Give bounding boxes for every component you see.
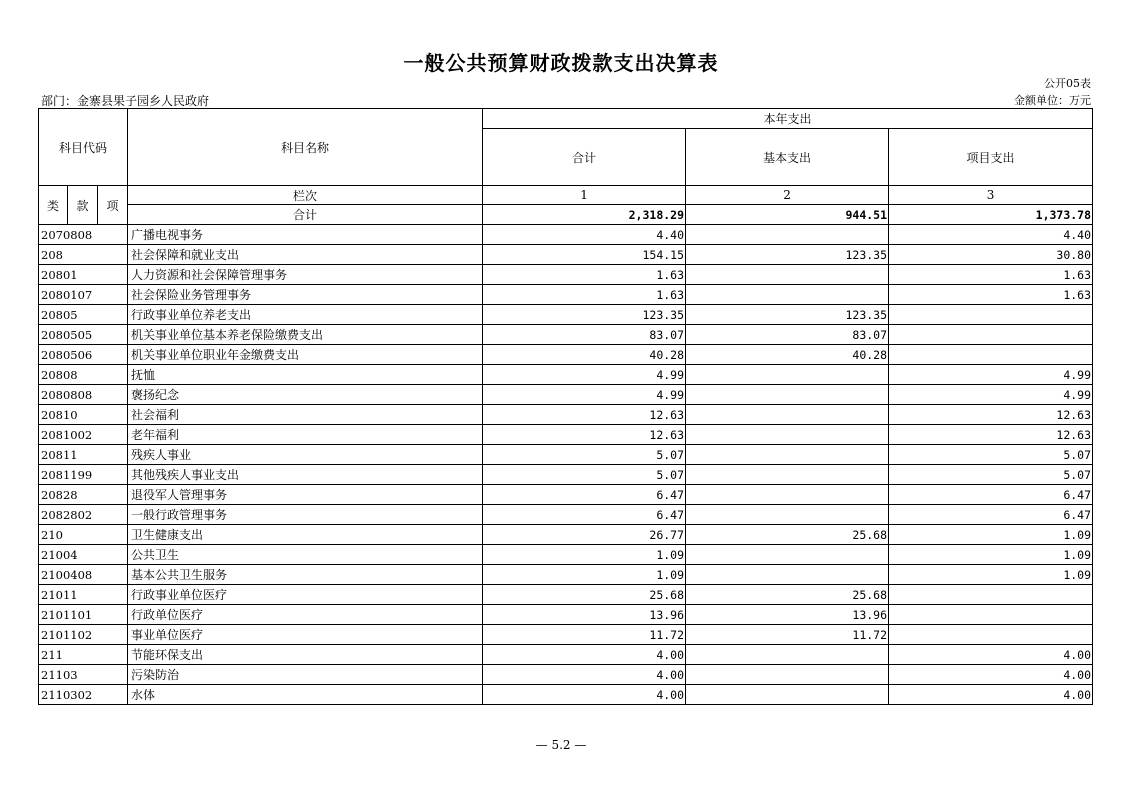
table-row bbox=[39, 405, 1093, 425]
table-row bbox=[39, 545, 1093, 565]
row-total: 25.68 bbox=[483, 585, 686, 605]
table-row bbox=[39, 485, 1093, 505]
row-total: 5.07 bbox=[483, 465, 686, 485]
row-name: 节能环保支出 bbox=[128, 645, 483, 665]
row-basic bbox=[686, 545, 889, 565]
row-total: 12.63 bbox=[483, 425, 686, 445]
row-total: 1.09 bbox=[483, 565, 686, 585]
table-row bbox=[39, 305, 1093, 325]
row-total: 6.47 bbox=[483, 485, 686, 505]
row-project: 4.99 bbox=[889, 365, 1093, 385]
row-code: 2081002 bbox=[39, 425, 128, 445]
header-current-year: 本年支出 bbox=[483, 109, 1093, 129]
table-row bbox=[39, 325, 1093, 345]
row-basic: 123.35 bbox=[686, 305, 889, 325]
row-code: 2110302 bbox=[39, 685, 128, 705]
row-project: 4.99 bbox=[889, 385, 1093, 405]
report-title: 一般公共预算财政拨款支出决算表 bbox=[403, 51, 719, 75]
row-code: 20808 bbox=[39, 365, 128, 385]
row-project: 1.09 bbox=[889, 525, 1093, 545]
row-project: 1.09 bbox=[889, 545, 1093, 565]
row-name: 事业单位医疗 bbox=[128, 625, 483, 645]
row-code: 21004 bbox=[39, 545, 128, 565]
row-name: 人力资源和社会保障管理事务 bbox=[128, 265, 483, 285]
row-project bbox=[889, 605, 1093, 625]
row-total: 5.07 bbox=[483, 445, 686, 465]
row-name: 基本公共卫生服务 bbox=[128, 565, 483, 585]
row-project: 5.07 bbox=[889, 465, 1093, 485]
row-basic bbox=[686, 685, 889, 705]
row-total: 4.00 bbox=[483, 645, 686, 665]
row-name: 老年福利 bbox=[128, 425, 483, 445]
row-project: 1.63 bbox=[889, 265, 1093, 285]
row-basic bbox=[686, 445, 889, 465]
row-basic bbox=[686, 645, 889, 665]
row-code: 20811 bbox=[39, 445, 128, 465]
row-total: 40.28 bbox=[483, 345, 686, 365]
row-code: 20805 bbox=[39, 305, 128, 325]
row-code: 2100408 bbox=[39, 565, 128, 585]
table-row bbox=[39, 365, 1093, 385]
row-name: 抚恤 bbox=[128, 365, 483, 385]
row-basic: 25.68 bbox=[686, 585, 889, 605]
row-total: 26.77 bbox=[483, 525, 686, 545]
header-basic: 基本支出 bbox=[686, 129, 889, 186]
row-code: 20810 bbox=[39, 405, 128, 425]
table-row bbox=[39, 505, 1093, 525]
row-project: 4.00 bbox=[889, 645, 1093, 665]
row-project bbox=[889, 625, 1093, 645]
row-basic bbox=[686, 225, 889, 245]
row-total: 4.40 bbox=[483, 225, 686, 245]
row-basic bbox=[686, 265, 889, 285]
row-project bbox=[889, 585, 1093, 605]
row-basic bbox=[686, 425, 889, 445]
row-code: 208 bbox=[39, 245, 128, 265]
row-basic: 40.28 bbox=[686, 345, 889, 365]
row-project: 6.47 bbox=[889, 505, 1093, 525]
row-basic: 25.68 bbox=[686, 525, 889, 545]
row-code: 211 bbox=[39, 645, 128, 665]
row-name: 行政单位医疗 bbox=[128, 605, 483, 625]
row-total: 154.15 bbox=[483, 245, 686, 265]
row-project: 6.47 bbox=[889, 485, 1093, 505]
row-basic: 83.07 bbox=[686, 325, 889, 345]
row-project: 1.63 bbox=[889, 285, 1093, 305]
form-code: 公开05表 bbox=[1044, 77, 1091, 90]
total-row bbox=[39, 205, 1093, 225]
row-name: 广播电视事务 bbox=[128, 225, 483, 245]
row-code: 2080808 bbox=[39, 385, 128, 405]
table-row bbox=[39, 425, 1093, 445]
row-project: 4.00 bbox=[889, 665, 1093, 685]
row-code: 2082802 bbox=[39, 505, 128, 525]
table-row bbox=[39, 565, 1093, 585]
row-name: 退役军人管理事务 bbox=[128, 485, 483, 505]
row-code: 2080107 bbox=[39, 285, 128, 305]
table-row bbox=[39, 605, 1093, 625]
row-name: 其他残疾人事业支出 bbox=[128, 465, 483, 485]
row-code: 2080505 bbox=[39, 325, 128, 345]
header-subject-code: 科目代码 bbox=[39, 109, 128, 186]
row-total: 13.96 bbox=[483, 605, 686, 625]
total-row-project: 1,373.78 bbox=[889, 205, 1093, 225]
row-name: 污染防治 bbox=[128, 665, 483, 685]
row-project: 5.07 bbox=[889, 445, 1093, 465]
row-project bbox=[889, 325, 1093, 345]
row-total: 1.09 bbox=[483, 545, 686, 565]
header-column-order: 栏次 bbox=[128, 186, 483, 205]
row-project: 30.80 bbox=[889, 245, 1093, 265]
row-total: 4.99 bbox=[483, 365, 686, 385]
row-total: 11.72 bbox=[483, 625, 686, 645]
row-name: 褒扬纪念 bbox=[128, 385, 483, 405]
row-name: 社会福利 bbox=[128, 405, 483, 425]
table-row bbox=[39, 585, 1093, 605]
row-code: 20828 bbox=[39, 485, 128, 505]
row-project: 12.63 bbox=[889, 405, 1093, 425]
table-row bbox=[39, 645, 1093, 665]
table-row bbox=[39, 345, 1093, 365]
header-col2: 2 bbox=[686, 186, 889, 205]
row-total: 123.35 bbox=[483, 305, 686, 325]
row-project: 4.40 bbox=[889, 225, 1093, 245]
row-code: 2080506 bbox=[39, 345, 128, 365]
table-row bbox=[39, 625, 1093, 645]
row-name: 一般行政管理事务 bbox=[128, 505, 483, 525]
row-basic: 13.96 bbox=[686, 605, 889, 625]
row-basic bbox=[686, 285, 889, 305]
row-basic bbox=[686, 505, 889, 525]
table-row bbox=[39, 525, 1093, 545]
unit-label: 金额单位：万元 bbox=[1014, 94, 1091, 107]
row-code: 2101101 bbox=[39, 605, 128, 625]
table-row bbox=[39, 225, 1093, 245]
header-col1: 1 bbox=[483, 186, 686, 205]
total-row-basic: 944.51 bbox=[686, 205, 889, 225]
row-total: 4.99 bbox=[483, 385, 686, 405]
row-basic bbox=[686, 465, 889, 485]
header-total: 合计 bbox=[483, 129, 686, 186]
row-name: 水体 bbox=[128, 685, 483, 705]
table-row bbox=[39, 445, 1093, 465]
row-name: 公共卫生 bbox=[128, 545, 483, 565]
table-row bbox=[39, 685, 1093, 705]
table-row bbox=[39, 465, 1093, 485]
row-code: 2070808 bbox=[39, 225, 128, 245]
row-basic bbox=[686, 365, 889, 385]
row-basic bbox=[686, 485, 889, 505]
row-code: 21011 bbox=[39, 585, 128, 605]
total-row-total: 2,318.29 bbox=[483, 205, 686, 225]
table-row bbox=[39, 265, 1093, 285]
row-name: 行政事业单位医疗 bbox=[128, 585, 483, 605]
table-row bbox=[39, 385, 1093, 405]
row-total: 12.63 bbox=[483, 405, 686, 425]
header-project: 项目支出 bbox=[889, 129, 1093, 186]
row-total: 83.07 bbox=[483, 325, 686, 345]
row-code: 210 bbox=[39, 525, 128, 545]
department-label: 部门：金寨县果子园乡人民政府 bbox=[41, 94, 210, 108]
row-name: 残疾人事业 bbox=[128, 445, 483, 465]
row-basic: 123.35 bbox=[686, 245, 889, 265]
row-basic bbox=[686, 665, 889, 685]
row-total: 4.00 bbox=[483, 665, 686, 685]
row-code: 2101102 bbox=[39, 625, 128, 645]
expenditure-table bbox=[38, 108, 1093, 705]
row-total: 6.47 bbox=[483, 505, 686, 525]
table-row bbox=[39, 665, 1093, 685]
total-row-label: 合计 bbox=[128, 205, 483, 225]
header-kuan: 款 bbox=[68, 186, 98, 225]
row-project bbox=[889, 345, 1093, 365]
row-code: 2081199 bbox=[39, 465, 128, 485]
row-total: 1.63 bbox=[483, 265, 686, 285]
row-basic: 11.72 bbox=[686, 625, 889, 645]
row-name: 社会保险业务管理事务 bbox=[128, 285, 483, 305]
row-basic bbox=[686, 405, 889, 425]
header-lei: 类 bbox=[39, 186, 68, 225]
row-project: 4.00 bbox=[889, 685, 1093, 705]
header-col3: 3 bbox=[889, 186, 1093, 205]
row-basic bbox=[686, 385, 889, 405]
row-name: 行政事业单位养老支出 bbox=[128, 305, 483, 325]
row-project: 1.09 bbox=[889, 565, 1093, 585]
header-xiang: 项 bbox=[98, 186, 128, 225]
row-total: 1.63 bbox=[483, 285, 686, 305]
table-row bbox=[39, 245, 1093, 265]
row-code: 20801 bbox=[39, 265, 128, 285]
row-total: 4.00 bbox=[483, 685, 686, 705]
row-name: 机关事业单位职业年金缴费支出 bbox=[128, 345, 483, 365]
row-name: 卫生健康支出 bbox=[128, 525, 483, 545]
header-subject-name: 科目名称 bbox=[128, 109, 483, 186]
row-basic bbox=[686, 565, 889, 585]
page-number: — 5.2 — bbox=[535, 738, 587, 752]
row-code: 21103 bbox=[39, 665, 128, 685]
row-project: 12.63 bbox=[889, 425, 1093, 445]
row-project bbox=[889, 305, 1093, 325]
row-name: 社会保障和就业支出 bbox=[128, 245, 483, 265]
table-row bbox=[39, 285, 1093, 305]
row-name: 机关事业单位基本养老保险缴费支出 bbox=[128, 325, 483, 345]
